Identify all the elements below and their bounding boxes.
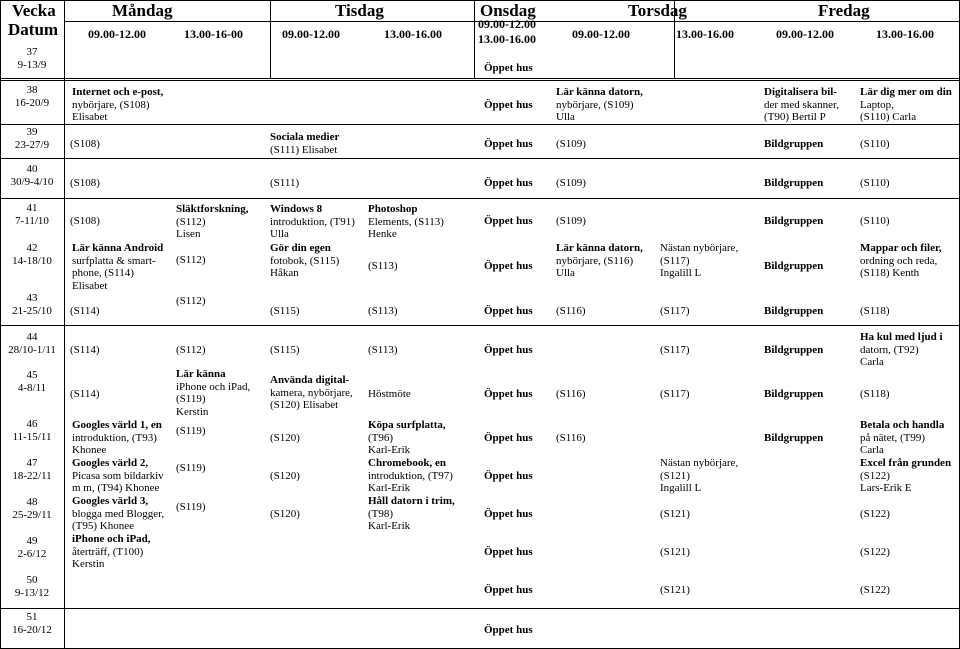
time-slot-header: 13.00-16.00 <box>876 27 934 41</box>
week-dates: 4-8/11 <box>17 382 47 394</box>
week-dates: 16-20/9 <box>14 97 50 109</box>
code-s121: (S121) <box>660 546 690 558</box>
week-dates: 9-13/9 <box>17 59 47 71</box>
course-folders: (S118) Kenth <box>860 267 920 279</box>
code-s112: (S112) <box>176 344 206 356</box>
course-learn-computer: Lär känna datorn, <box>556 86 643 98</box>
open-house: Öppet hus <box>484 99 533 111</box>
image-group: Bildgruppen <box>764 388 824 400</box>
time-slot-header: 13.00-16.00 <box>478 32 536 46</box>
code-s112: (S112) <box>176 254 206 266</box>
week-dates: 23-27/9 <box>14 139 50 151</box>
code-s120: (S120) <box>270 432 300 444</box>
course-genealogy: Släktforskning, <box>176 203 249 215</box>
course-chromebook: introduktion, (T97) <box>368 469 453 482</box>
open-house: Öppet hus <box>484 260 533 272</box>
course-photobook: Håkan <box>270 267 299 279</box>
day-header: Onsdag <box>480 1 536 20</box>
course-buy-tablet: Köpa surfplatta, <box>368 419 446 431</box>
code-s109: (S109) <box>556 177 586 189</box>
week-number: 46 <box>26 418 38 430</box>
week-dates: 28/10-1/11 <box>8 344 56 356</box>
week-number: 45 <box>26 369 38 381</box>
course-digital-camera: (S120) Elisabet <box>270 399 339 411</box>
course-google-2: Googles värld 2, <box>72 457 149 469</box>
course-genealogy: (S112) <box>176 215 206 228</box>
time-slot-header: 09.00-12.00 <box>776 27 834 41</box>
open-house: Öppet hus <box>484 624 533 636</box>
day-header: Tisdag <box>335 1 384 20</box>
image-group: Bildgruppen <box>764 138 824 150</box>
course-laptop: (S110) Carla <box>860 111 917 123</box>
day-column-rule-0 <box>270 0 271 78</box>
week-number: 42 <box>26 242 38 254</box>
course-internet: Internet och e-post, <box>72 86 164 98</box>
course-maintain: Karl-Erik <box>368 520 411 532</box>
course-photobook: fotobok, (S115) <box>270 254 340 267</box>
open-house: Öppet hus <box>484 388 533 400</box>
course-learn-computer: Ulla <box>556 267 575 279</box>
row-rule-51 <box>0 608 960 609</box>
week-dates: 2-6/12 <box>17 548 47 560</box>
code-s110: (S110) <box>860 138 890 150</box>
image-group: Bildgruppen <box>764 305 824 317</box>
course-google-3: (T95) Khonee <box>72 520 135 532</box>
course-pay-online: på nätet, (T99) <box>860 431 926 444</box>
course-maintain: (T98) <box>368 507 394 520</box>
course-excel: Lars-Erik E <box>860 482 912 494</box>
course-windows8: introduktion, (T91) <box>270 215 355 228</box>
time-slot-header: 09.00-12.00 <box>478 17 536 31</box>
open-house: Öppet hus <box>484 215 533 227</box>
week-number: 39 <box>26 126 38 138</box>
course-folders: Mappar och filer, <box>860 242 942 254</box>
course-digitize: Digitalisera bil- <box>764 86 838 98</box>
course-digital-camera: kamera, nybörjare, <box>270 386 353 399</box>
course-pay-online: Betala och handla <box>860 419 945 431</box>
code-s121: (S121) <box>660 584 690 596</box>
course-excel: (S122) <box>860 469 890 482</box>
course-google-3: Googles värld 3, <box>72 495 149 507</box>
image-group: Bildgruppen <box>764 432 824 444</box>
course-photoshop: Elements, (S113) <box>368 215 444 228</box>
course-iphone-ipad: Lär känna <box>176 368 226 380</box>
course-internet: nybörjare, (S108) <box>72 98 150 111</box>
code-s108: (S108) <box>70 215 100 227</box>
course-android: phone, (S114) <box>72 267 134 279</box>
week-number: 50 <box>26 574 38 586</box>
day-header: Torsdag <box>628 1 687 20</box>
course-almost-beginner: (S121) <box>660 469 690 482</box>
code-s117: (S117) <box>660 344 690 356</box>
open-house: Öppet hus <box>484 138 533 150</box>
open-house: Öppet hus <box>484 344 533 356</box>
course-sound: Carla <box>860 356 884 368</box>
week-number: 49 <box>26 535 38 547</box>
time-slot-header: 13.00-16.00 <box>384 27 442 41</box>
image-group: Bildgruppen <box>764 260 824 272</box>
code-s112: (S112) <box>176 295 206 307</box>
image-group: Bildgruppen <box>764 215 824 227</box>
vecka-header: Vecka <box>12 1 56 20</box>
code-s110: (S110) <box>860 177 890 189</box>
header-bottom-rule <box>0 78 960 79</box>
week-dates: 25-29/11 <box>12 509 52 521</box>
code-s122: (S122) <box>860 508 890 520</box>
autumn-meeting: Höstmöte <box>368 388 411 400</box>
course-google-2: Picasa som bildarkiv <box>72 469 164 482</box>
image-group: Bildgruppen <box>764 177 824 189</box>
course-google-1: Googles värld 1, en <box>72 419 162 431</box>
code-s113: (S113) <box>368 260 398 272</box>
code-s109: (S109) <box>556 215 586 227</box>
week-dates: 30/9-4/10 <box>10 176 54 188</box>
course-iphone-ipad: iPhone och iPad, <box>176 380 251 393</box>
course-chromebook: Karl-Erik <box>368 482 411 494</box>
time-slot-header: 09.00-12.00 <box>282 27 340 41</box>
course-almost-beginner: Ingalill L <box>660 267 702 279</box>
week-number: 40 <box>26 163 38 175</box>
week-dates: 7-11/10 <box>15 215 49 227</box>
open-house: Öppet hus <box>484 546 533 558</box>
code-s119: (S119) <box>176 501 206 513</box>
week-dates: 14-18/10 <box>12 255 52 267</box>
open-house: Öppet hus <box>484 62 533 74</box>
time-slot-header: 09.00-12.00 <box>88 27 146 41</box>
course-windows8: Windows 8 <box>270 203 323 215</box>
course-pay-online: Carla <box>860 444 884 456</box>
course-laptop: Lär dig mer om din <box>860 86 952 98</box>
code-s118: (S118) <box>860 305 890 317</box>
datum-header: Datum <box>8 20 59 39</box>
row-rule-38 <box>0 124 960 125</box>
course-photoshop: Henke <box>368 228 397 240</box>
course-chromebook: Chromebook, en <box>368 457 447 469</box>
course-learn-computer: nybörjare, (S109) <box>556 98 634 111</box>
code-s110: (S110) <box>860 215 890 227</box>
code-s114: (S114) <box>70 388 100 400</box>
code-s117: (S117) <box>660 388 690 400</box>
image-group: Bildgruppen <box>764 344 824 356</box>
code-s122: (S122) <box>860 584 890 596</box>
code-s113: (S113) <box>368 344 398 356</box>
code-s122: (S122) <box>860 546 890 558</box>
open-house: Öppet hus <box>484 584 533 596</box>
week-number: 37 <box>26 46 38 58</box>
course-almost-beginner: Nästan nybörjare, <box>660 242 739 254</box>
code-s114: (S114) <box>70 305 100 317</box>
time-slot-header: 09.00-12.00 <box>572 27 630 41</box>
code-s111: (S111) <box>270 177 300 189</box>
week-number: 47 <box>26 457 38 469</box>
course-folders: ordning och reda, <box>860 254 938 267</box>
row-rule-39 <box>0 158 960 159</box>
code-s116: (S116) <box>556 305 586 317</box>
code-s116: (S116) <box>556 432 586 444</box>
course-photoshop: Photoshop <box>368 203 418 215</box>
week-number: 44 <box>26 331 38 343</box>
week-number: 51 <box>26 611 38 623</box>
course-google-3: blogga med Blogger, <box>72 507 165 520</box>
course-social-media: (S111) Elisabet <box>270 143 338 156</box>
course-reunion: Kerstin <box>72 558 105 570</box>
course-android: Elisabet <box>72 279 108 292</box>
week-number: 43 <box>26 292 38 304</box>
code-s109: (S109) <box>556 138 586 150</box>
course-android: surfplatta & smart- <box>72 254 156 267</box>
course-android: Lär känna Android <box>72 242 164 254</box>
code-s114: (S114) <box>70 344 100 356</box>
time-slot-header: 13.00-16.00 <box>676 27 734 41</box>
course-digitize: (T90) Bertil P <box>764 111 826 123</box>
week-dates: 11-15/11 <box>12 431 52 443</box>
code-s115: (S115) <box>270 344 300 356</box>
code-s108: (S108) <box>70 138 100 150</box>
week-number: 38 <box>26 84 38 96</box>
open-house: Öppet hus <box>484 177 533 189</box>
row-rule-40 <box>0 198 960 199</box>
course-almost-beginner: Ingalill L <box>660 482 702 494</box>
course-google-1: introduktion, (T93) <box>72 431 157 444</box>
day-column-rule-1 <box>474 0 475 78</box>
time-slot-header: 13.00-16-00 <box>184 27 243 41</box>
week-number: 48 <box>26 496 38 508</box>
course-digital-camera: Använda digital- <box>270 374 350 386</box>
course-excel: Excel från grunden <box>860 457 952 469</box>
week-dates: 9-13/12 <box>14 587 50 599</box>
course-buy-tablet: (T96) <box>368 431 394 444</box>
day-header: Fredag <box>818 1 870 20</box>
code-s108: (S108) <box>70 177 100 189</box>
week-dates: 21-25/10 <box>12 305 52 317</box>
code-s113: (S113) <box>368 305 398 317</box>
course-reunion: återträff, (T100) <box>72 545 144 558</box>
course-digitize: der med skanner, <box>764 98 840 111</box>
week-number: 41 <box>26 202 38 214</box>
course-learn-computer: Lär känna datorn, <box>556 242 643 254</box>
course-maintain: Håll datorn i trim, <box>368 495 455 507</box>
course-almost-beginner: (S117) <box>660 254 690 267</box>
code-s120: (S120) <box>270 508 300 520</box>
code-s120: (S120) <box>270 470 300 482</box>
header-bottom-rule-2 <box>0 80 960 81</box>
row-rule-43 <box>0 325 960 326</box>
open-house: Öppet hus <box>484 508 533 520</box>
course-social-media: Sociala medier <box>270 131 340 143</box>
course-photobook: Gör din egen <box>270 242 331 254</box>
week-dates: 18-22/11 <box>12 470 52 482</box>
code-s119: (S119) <box>176 425 206 437</box>
course-internet: Elisabet <box>72 111 108 123</box>
open-house: Öppet hus <box>484 305 533 317</box>
code-s116: (S116) <box>556 388 586 400</box>
course-almost-beginner: Nästan nybörjare, <box>660 457 739 469</box>
open-house: Öppet hus <box>484 470 533 482</box>
course-buy-tablet: Karl-Erik <box>368 444 411 456</box>
course-learn-computer: nybörjare, (S116) <box>556 254 634 267</box>
course-reunion: iPhone och iPad, <box>72 533 151 545</box>
code-s119: (S119) <box>176 462 206 474</box>
day-header: Måndag <box>112 1 173 20</box>
course-google-2: m m, (T94) Khonee <box>72 482 160 494</box>
course-learn-computer: Ulla <box>556 111 575 123</box>
course-sound: Ha kul med ljud i <box>860 331 943 343</box>
code-s118: (S118) <box>860 388 890 400</box>
week-dates: 16-20/12 <box>12 624 52 636</box>
course-iphone-ipad: (S119) <box>176 393 206 405</box>
course-laptop: Laptop, <box>860 98 894 111</box>
course-windows8: Ulla <box>270 228 289 240</box>
course-sound: datorn, (T92) <box>860 343 919 356</box>
course-iphone-ipad: Kerstin <box>176 405 209 418</box>
open-house: Öppet hus <box>484 432 533 444</box>
code-s115: (S115) <box>270 305 300 317</box>
code-s117: (S117) <box>660 305 690 317</box>
code-s121: (S121) <box>660 508 690 520</box>
course-genealogy: Lisen <box>176 228 201 240</box>
course-google-1: Khonee <box>72 444 107 456</box>
